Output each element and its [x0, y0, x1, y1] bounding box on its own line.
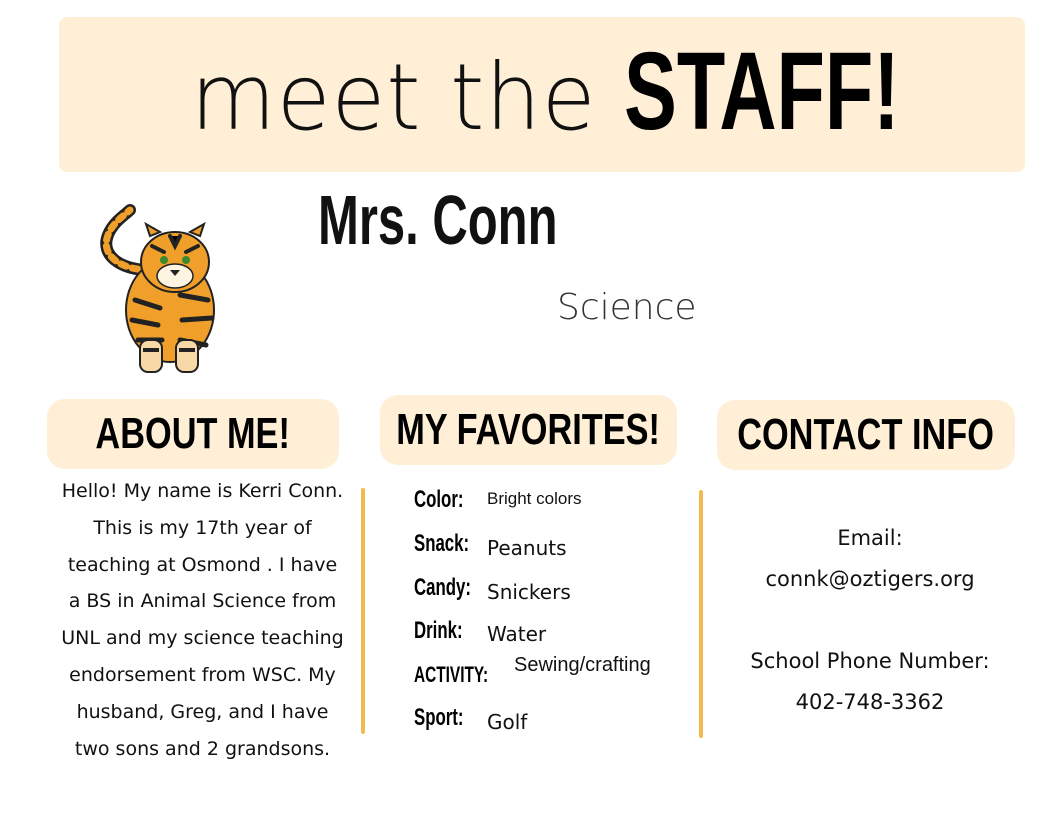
divider-right [699, 490, 703, 738]
about-heading: ABOUT ME! [95, 409, 291, 458]
favorites-heading: MY FAVORITES! [396, 405, 661, 454]
contact-heading-pill [717, 400, 1015, 470]
favorite-key: Sport: [414, 704, 464, 731]
favorite-key: Color: [414, 486, 464, 513]
favorite-key: Drink: [414, 617, 463, 644]
title-banner [59, 17, 1025, 172]
divider-left [361, 488, 365, 734]
about-heading-pill [47, 399, 339, 469]
email-address: connk@oztigers.org [765, 567, 975, 591]
teacher-name: Mrs. Conn [318, 181, 558, 259]
favorite-value: Water [487, 622, 547, 646]
favorite-value: Snickers [487, 580, 571, 604]
favorite-key: ACTIVITY: [414, 662, 489, 687]
teacher-subject: Science [557, 287, 697, 328]
favorite-value: Sewing/crafting [514, 654, 651, 676]
email-label: Email: [837, 526, 903, 550]
page-title [59, 17, 1025, 172]
favorite-key: Candy: [414, 574, 471, 601]
favorite-value: Peanuts [487, 536, 567, 560]
favorite-key: Snack: [414, 530, 470, 557]
contact-heading: CONTACT INFO [737, 410, 995, 459]
favorite-value: Bright colors [487, 489, 582, 508]
title-light-text: meet the [191, 44, 597, 151]
about-text: Hello! My name is Kerri Conn. This is my 17th year of teaching at Osmond . I have a BS in Animal Science from UNL and my science teaching endorsement from WSC. My husband, Greg, and I have two sons and 2 grandsons. [61, 480, 344, 760]
phone-number: 402-748-3362 [795, 690, 945, 714]
favorite-value: Golf [487, 710, 528, 734]
title-bold-text: STAFF! [623, 30, 900, 153]
tiger-icon [80, 200, 230, 378]
phone-label: School Phone Number: [750, 649, 990, 673]
favorites-heading-pill [380, 395, 677, 465]
